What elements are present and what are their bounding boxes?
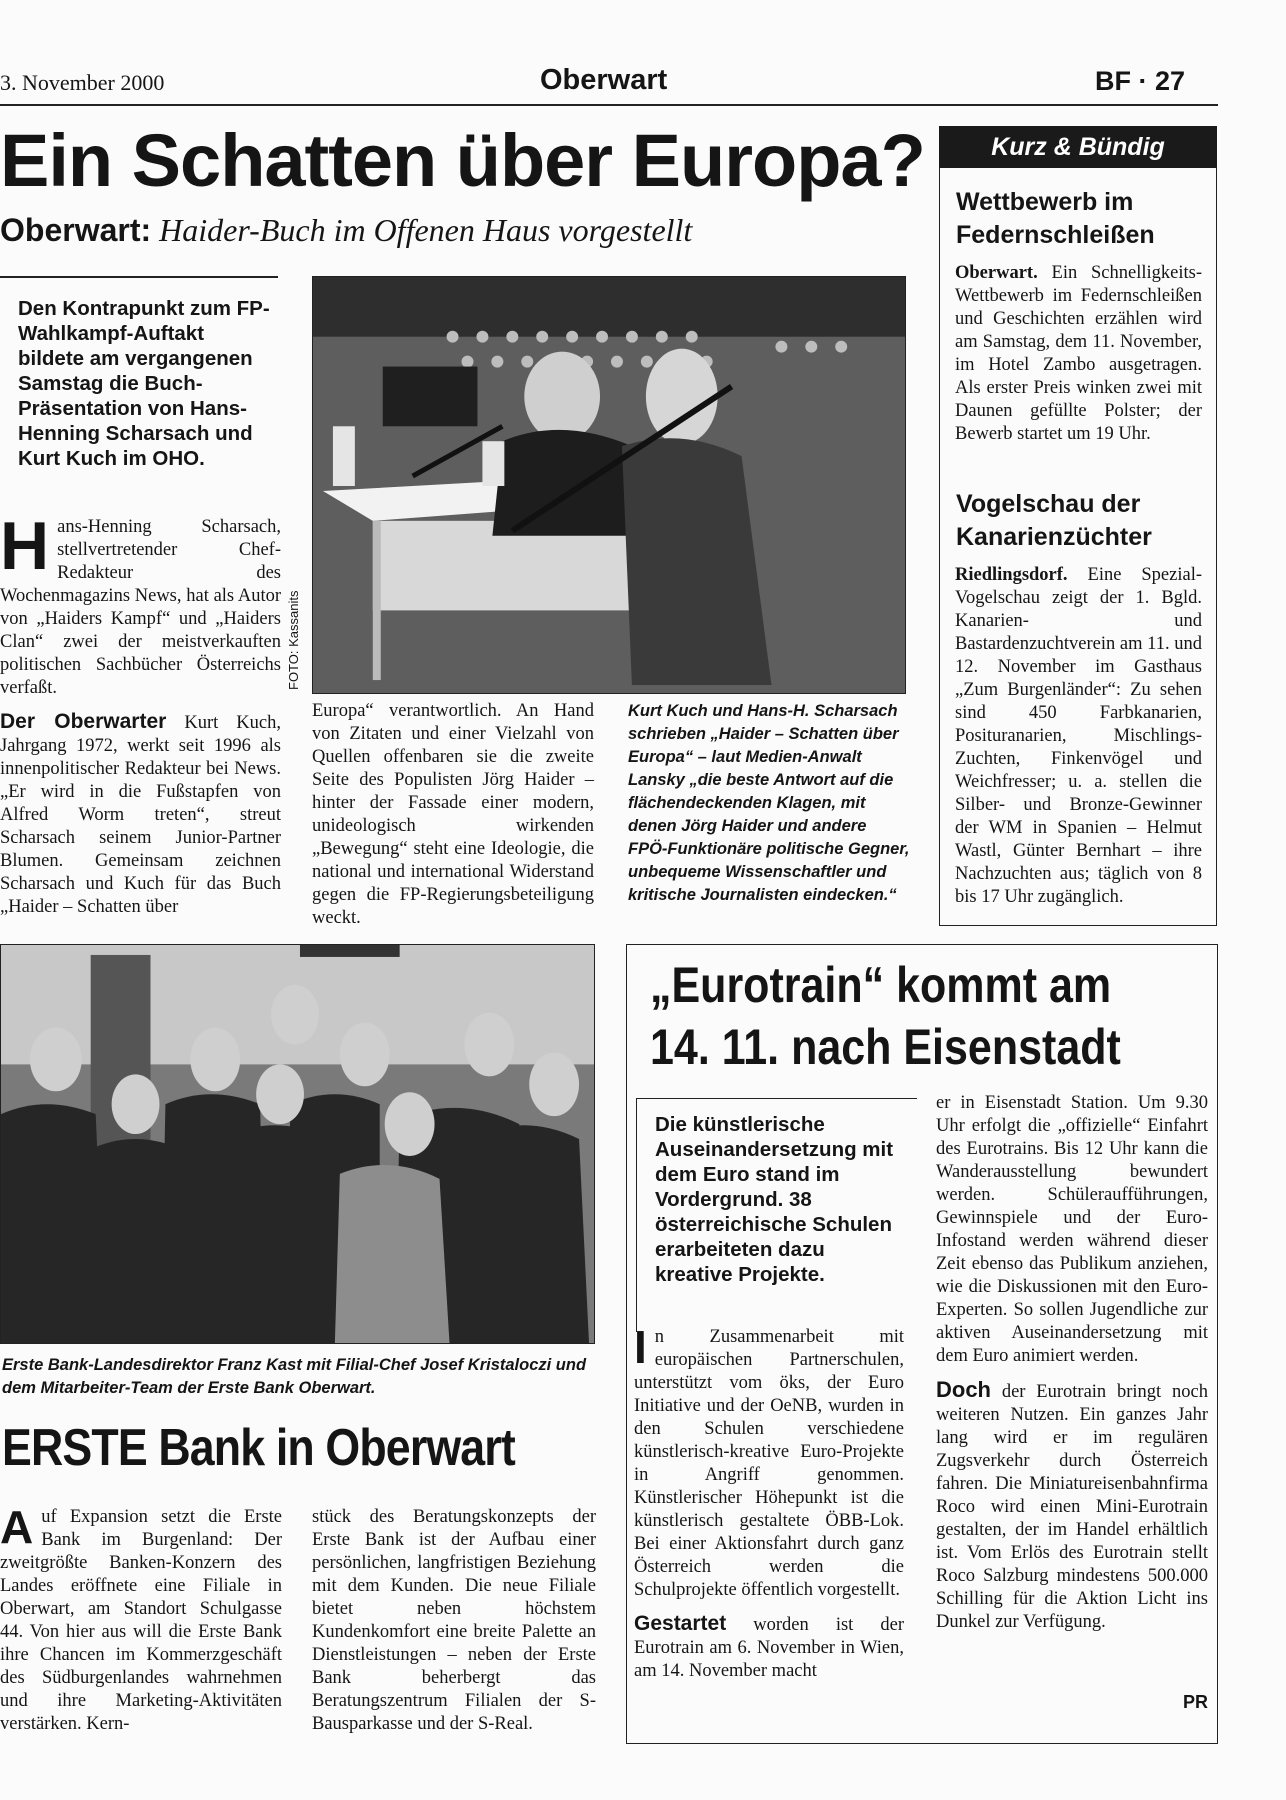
sidebar-title: Kurz & Bündig <box>939 126 1217 168</box>
sidebar-item1-headline: Wettbewerb im Federnschleißen <box>956 188 1155 249</box>
lead-body-para2 <box>0 710 281 919</box>
eurotrain-dropcap: I <box>634 1321 647 1373</box>
bank-team-photo <box>0 944 595 1344</box>
eurotrain-para3: er in Eisenstadt Station. Um 9.30 Uhr erfolgt die „offizielle“ Einfahrt des Eurotrains. Bis 12 Uhr kann die Wanderausstellung bewundert werden. Schüleraufführungen, Gewinnspiele und der Euro-Infostand werden während dieser Zeit ebenso das Publikum anziehen, wie die Diskussionen mit den Euro-Experten. So sollen Jugendliche zur aktiven Auseinandersetzung mit dem Euro animiert werden. <box>936 1093 1208 1366</box>
eurotrain-para2 <box>634 1612 904 1683</box>
eurotrain-body-text2: worden ist der Eurotrain am 6. November in Wien, am 14. November macht <box>634 1615 904 1681</box>
header-rule <box>0 104 1218 106</box>
sidebar-item1-text: Ein Schnelligkeits-Wettbewerb im Federnschleißen und Geschichten erzählen wird am Samstag, dem 11. November, im Hotel Zambo ausgetragen. Als erster Preis winken zwei mit Daunen gefüllte Polster; der Bewerb startet um 19 Uhr. <box>955 263 1202 444</box>
lead-kicker <box>0 212 692 249</box>
page-number: BF · 27 <box>1095 66 1186 96</box>
bank-dropcap: A <box>0 1501 34 1553</box>
lead-intro: Den Kontrapunkt zum FP-Wahlkampf-Auftakt bildete am vergangenen Samstag die Buch-Präsentation von Hans-Henning Scharsach und Kurt Kuch im OHO. <box>18 297 270 470</box>
sidebar-item2-text: Eine Spezial-Vogelschau zeigt der 1. Bgld. Kanarien- und Bastardenzuchtverein am 11. und 12. November im Gasthaus „Zum Burgenländer“: Zu sehen sind 450 Farbkanarien, Posituranarien, Mischlings-Zuchten, Finkenvögel und Weichfresser; u. a. stellen die Silber- und Bronze-Gewinner der WM in Spanien – Helmut Wastl, Günter Bernhart – ihre Nachzuchten aus; täglich von 8 bis 17 Uhr zugänglich. <box>955 565 1203 907</box>
bank-body-text1: uf Expansion setzt die Erste Bank im Burgenland: Der zweitgrößte Banken-Konzern des Landes eröffnete eine Filiale in Oberwart, am Standort Schulgasse 44. Von hier aus will die Erste Bank ihre Chancen im Kommerzgeschäft des Südburgenlandes wahrnehmen und ihre Marketing-Aktivitäten verstärken. Kern- <box>0 1507 282 1734</box>
bank-photo-caption: Erste Bank-Landesdirektor Franz Kast mit Filial-Chef Josef Kristaloczi und dem Mitarbeiter-Team der Erste Bank Oberwart. <box>2 1356 587 1397</box>
lead-body-para1 <box>0 508 281 700</box>
eurotrain-para1 <box>634 1321 904 1602</box>
eurotrain-body-col2 <box>936 1092 1208 1634</box>
lead-body-col1 <box>0 508 282 919</box>
eurotrain-lead4: Doch <box>936 1377 991 1402</box>
lead-body-text2: Kurt Kuch, Jahrgang 1972, werkt seit 1996 als innenpolitischer Redakteur bei News. „Er wird in die Fußstapfen von Alfred Worm treten“, streut Scharsach seinem Junior-Partner Blumen. Gemeinsam zeichnen Scharsach und Kuch für das Buch „Haider – Schatten über <box>0 713 282 917</box>
eurotrain-body-text1: n Zusammenarbeit mit europäischen Partnerschulen, unterstützt vom öks, der Euro Initiative und der OeNB, wurden in den Schulen verschiedene künstlerisch-kreative Euro-Projekte in Angriff genommen. Künstlerischer Höhepunkt ist die künstlerisch gestaltete ÖBB-Lok. Bei einer Aktionsfahrt durch ganz Österreich werden die Schulprojekte öffentlich vorgestellt. <box>634 1327 904 1600</box>
lead-headline: Ein Schatten über Europa? <box>0 119 925 202</box>
lead-photo <box>312 276 906 694</box>
sidebar-item2-place: Riedlingsdorf. <box>955 565 1068 585</box>
eurotrain-signature: PR <box>1183 1692 1209 1712</box>
issue-date: 3. November 2000 <box>0 70 165 95</box>
lead-body-lead2: Der Oberwarter <box>0 710 167 733</box>
eurotrain-body-col1 <box>634 1321 904 1683</box>
sidebar-item2-headline: Vogelschau der Kanarienzüchter <box>956 490 1152 551</box>
lead-dropcap: H <box>0 508 50 584</box>
section-title: Oberwart <box>540 64 668 96</box>
lead-photo-caption: Kurt Kuch und Hans-H. Scharsach schrieben „Haider – Schatten über Europa“ – laut Medien-Anwalt Lansky „die beste Antwort auf die flächendeckenden Klagen, mit denen Jörg Haider und andere FPÖ-Funktionäre politische Gegner, unbequeme Wissenschaftler und kritische Journalisten eindecken.“ <box>628 702 910 904</box>
eurotrain-headline-2: 14. 11. nach Eisenstadt <box>650 1019 1121 1075</box>
eurotrain-lead2: Gestartet <box>634 1612 727 1635</box>
eurotrain-headline-1: „Eurotrain“ kommt am <box>650 957 1112 1013</box>
lead-body-col2: Europa“ verantwortlich. An Hand von Zitaten und einer Vielzahl von Quellen offenbaren sie die zweite Seite des Populisten Jörg Haider – hinter der Fassade einer modern, unideologisch wirkenden „Bewegung“ steht eine Ideologie, die national und international Widerstand gegen die FP-Regierungsbeteiligung weckt. <box>312 701 594 928</box>
sidebar-item1-body <box>955 262 1202 446</box>
kicker-text: Haider-Buch im Offenen Haus vorgestellt <box>159 212 693 248</box>
bank-body-col2: stück des Beratungskonzepts der Erste Bank ist der Aufbau einer persönlichen, langfristigen Beziehung mit dem Kunden. Die neue Filiale bietet neben höchstem Kundenkomfort eine breite Palette an Dienstleistungen – neben der Erste Bank beherbergt das Beratungszentrum Filialen der S-Bausparkasse und der S-Real. <box>312 1507 596 1734</box>
eurotrain-para4 <box>936 1378 1208 1634</box>
photo-credit: FOTO: Kassanits <box>286 590 301 690</box>
eurotrain-intro: Die künstlerische Auseinandersetzung mit dem Euro stand im Vordergrund. 38 österreichische Schulen erarbeiteten dazu kreative Projekte. <box>655 1113 894 1286</box>
intro-rule <box>0 276 278 278</box>
sidebar-item1-place: Oberwart. <box>955 263 1038 283</box>
eurotrain-body-text4: der Eurotrain bringt noch weiteren Nutzen. Ein ganzes Jahr lang wird er im regulären Zugsverkehr durch Österreich fahren. Die Miniatureisenbahnfirma Roco wird einen Mini-Eurotrain gestalten, der im Handel erhältlich ist. Vom Erlös des Eurotrain stellt Roco Salzburg mindestens 500.000 Schilling für die Aktion Licht ins Dunkel zur Verfügung. <box>936 1382 1208 1632</box>
bank-headline: ERSTE Bank in Oberwart <box>2 1419 515 1477</box>
lead-body-text1: ans-Henning Scharsach, stellvertretender Chef-Redakteur des Wochenmagazins News, hat als Autor von „Haiders Kampf“ und „Haiders Clan“ zwei der meistverkauften politischen Sachbücher Österreichs verfaßt. <box>0 517 281 698</box>
bank-body-col1 <box>0 1501 282 1736</box>
kicker-place: Oberwart: <box>0 212 152 248</box>
sidebar-item2-body <box>955 564 1202 909</box>
